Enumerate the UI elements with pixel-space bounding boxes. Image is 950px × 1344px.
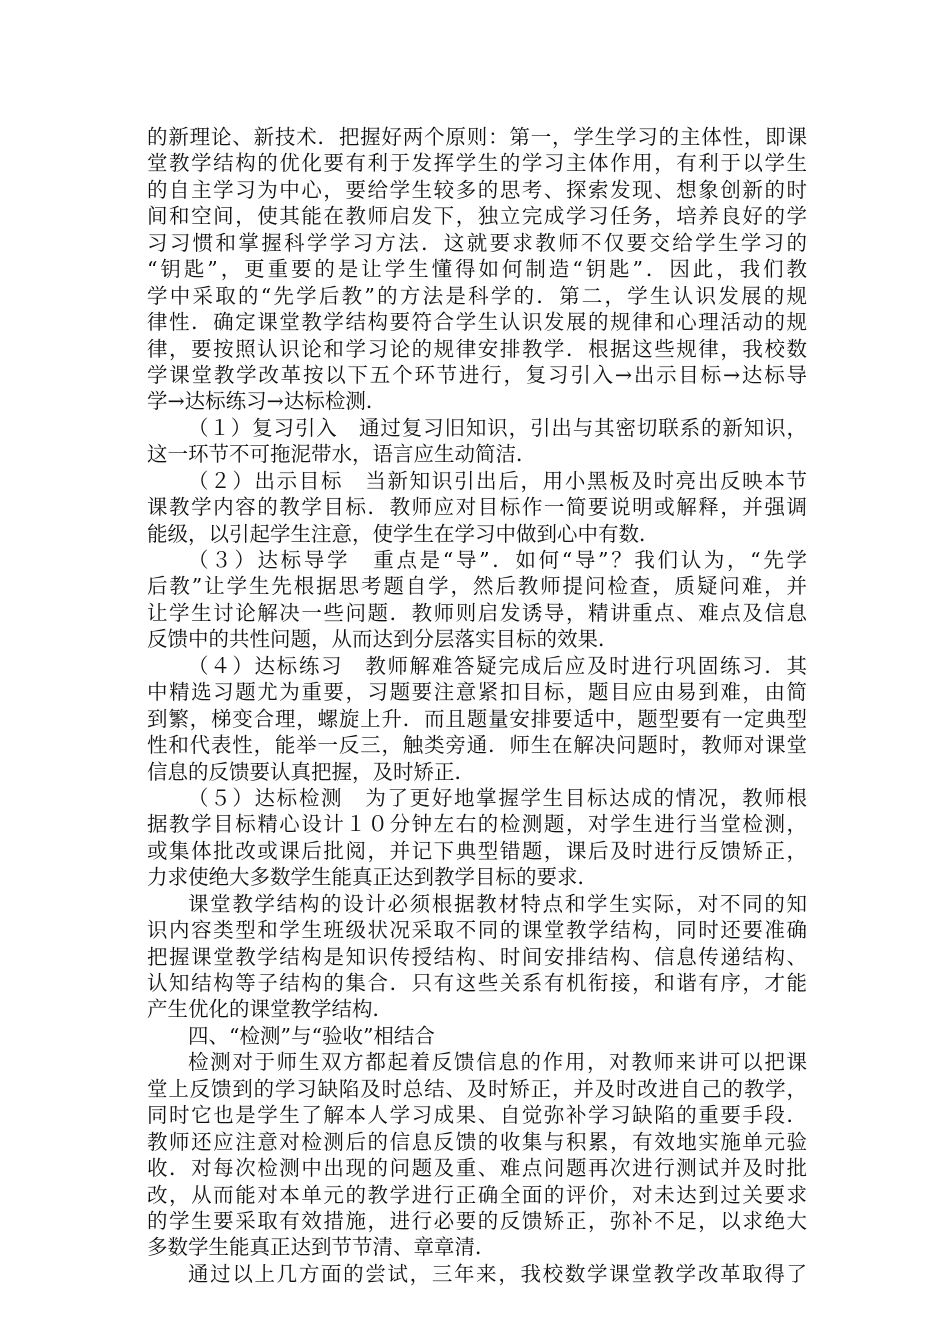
- paragraph-start: 检测对于师生双方都起着反馈信息的作用，对教师来讲可以把课: [188, 1050, 807, 1075]
- text-line: 学→达标练习→达标检测．: [147, 389, 387, 414]
- text-line: 收．对每次检测中出现的问题及重、难点问题再次进行测试并及时批: [147, 1156, 807, 1181]
- text-line: “钥匙”，更重要的是让学生懂得如何制造“钥匙”．因此，我们教: [147, 257, 807, 282]
- text-line: 课教学内容的教学目标．教师应对目标作一简要说明或解释，并强调: [147, 495, 807, 520]
- text-line: 间和空间，使其能在教师启发下，独立完成学习任务，培养良好的学: [147, 204, 807, 229]
- body-text: [147, 124, 807, 1287]
- text-line: 产生优化的课堂教学结构．: [147, 997, 393, 1022]
- text-line: 堂教学结构的优化要有利于发挥学生的学习主体作用，有利于以学生: [147, 151, 807, 176]
- text-line: 力求使绝大多数学生能真正达到教学目标的要求．: [147, 865, 598, 890]
- text-line: 改，从而能对本单元的教学进行正确全面的评价，对未达到过关要求: [147, 1182, 807, 1207]
- text-line: 学课堂教学改革按以下五个环节进行，复习引入→出示目标→达标导: [147, 362, 807, 387]
- list-item-review: （１）复习引入 通过复习旧知识，引出与其密切联系的新知识，: [188, 415, 807, 440]
- text-line: 反馈中的共性问题，从而达到分层落实目标的效果．: [147, 627, 619, 652]
- text-line: 把握课堂教学结构是知识传授结构、时间安排结构、信息传递结构、: [147, 944, 807, 969]
- text-line: 能级，以引起学生注意，使学生在学习中做到心中有数．: [147, 521, 660, 546]
- text-line: 认知结构等子结构的集合．只有这些关系有机衔接，和谐有序，才能: [147, 971, 807, 995]
- text-line: 教师还应注意对检测后的信息反馈的收集与积累，有效地实施单元验: [147, 1129, 807, 1154]
- paragraph-start: 课堂教学结构的设计必须根据教材特点和学生实际，对不同的知: [188, 891, 807, 916]
- text-line: 的新理论、新技术．把握好两个原则：第一，学生学习的主体性，即课: [147, 125, 807, 149]
- text-line: 的自主学习为中心，要给学生较多的思考、探索发现、想象创新的时: [147, 177, 807, 202]
- text-line: 堂上反馈到的学习缺陷及时总结、及时矫正，并及时改进自己的教学，: [147, 1076, 807, 1101]
- text-line: 多数学生能真正达到节节清、章章清．: [147, 1235, 496, 1260]
- text-line: 识内容类型和学生班级状况采取不同的课堂教学结构，同时还要准确: [147, 918, 807, 943]
- text-line: 习习惯和掌握科学学习方法．这就要求教师不仅要交给学生学习的: [147, 230, 807, 255]
- list-item-objectives: （２）出示目标 当新知识引出后，用小黑板及时亮出反映本节: [188, 468, 807, 493]
- text-line: 同时它也是学生了解本人学习成果、自觉弥补学习缺陷的重要手段．: [147, 1103, 807, 1128]
- list-item-testing: （５）达标检测 为了更好地掌握学生目标达成的情况，教师根: [188, 785, 807, 810]
- text-line: 律，要按照认识论和学习论的规律安排教学．根据这些规律，我校数: [147, 336, 807, 361]
- text-line: 学中采取的“先学后教”的方法是科学的．第二，学生认识发展的规: [147, 283, 807, 308]
- text-line: 让学生讨论解决一些问题．教师则启发诱导，精讲重点、难点及信息: [147, 600, 807, 625]
- section-heading: 四、“检测”与“验收”相结合: [188, 1023, 435, 1048]
- paragraph-start: 通过以上几方面的尝试，三年来，我校数学课堂教学改革取得了: [188, 1261, 807, 1286]
- text-line: 律性．确定课堂教学结构要符合学生认识发展的规律和心理活动的规: [147, 310, 807, 335]
- text-line: 性和代表性，能举一反三，触类旁通．师生在解决问题时，教师对课堂: [147, 733, 807, 758]
- text-line: 信息的反馈要认真把握，及时矫正．: [147, 759, 475, 784]
- text-line: 的学生要采取有效措施，进行必要的反馈矫正，弥补不足，以求绝大: [147, 1208, 807, 1233]
- text-line: 到繁，梯变合理，螺旋上升．而且题量安排要适中，题型要有一定典型: [147, 706, 807, 731]
- text-line: 后教”让学生先根据思考题自学，然后教师提问检查，质疑问难，并: [147, 574, 807, 599]
- text-line: 中精选习题尤为重要，习题要注意紧扣目标，题目应由易到难，由简: [147, 680, 807, 705]
- text-line: 或集体批改或课后批阅，并记下典型错题，课后及时进行反馈矫正，: [147, 838, 807, 863]
- text-line: 据教学目标精心设计１０分钟左右的检测题，对学生进行当堂检测，: [147, 812, 807, 837]
- list-item-guidance: （３）达标导学 重点是“导”．如何“导”？我们认为，“先学: [188, 548, 807, 572]
- list-item-practice: （４）达标练习 教师解难答疑完成后应及时进行巩固练习．其: [188, 653, 807, 678]
- text-line: 这一环节不可拖泥带水，语言应生动简洁．: [147, 442, 537, 467]
